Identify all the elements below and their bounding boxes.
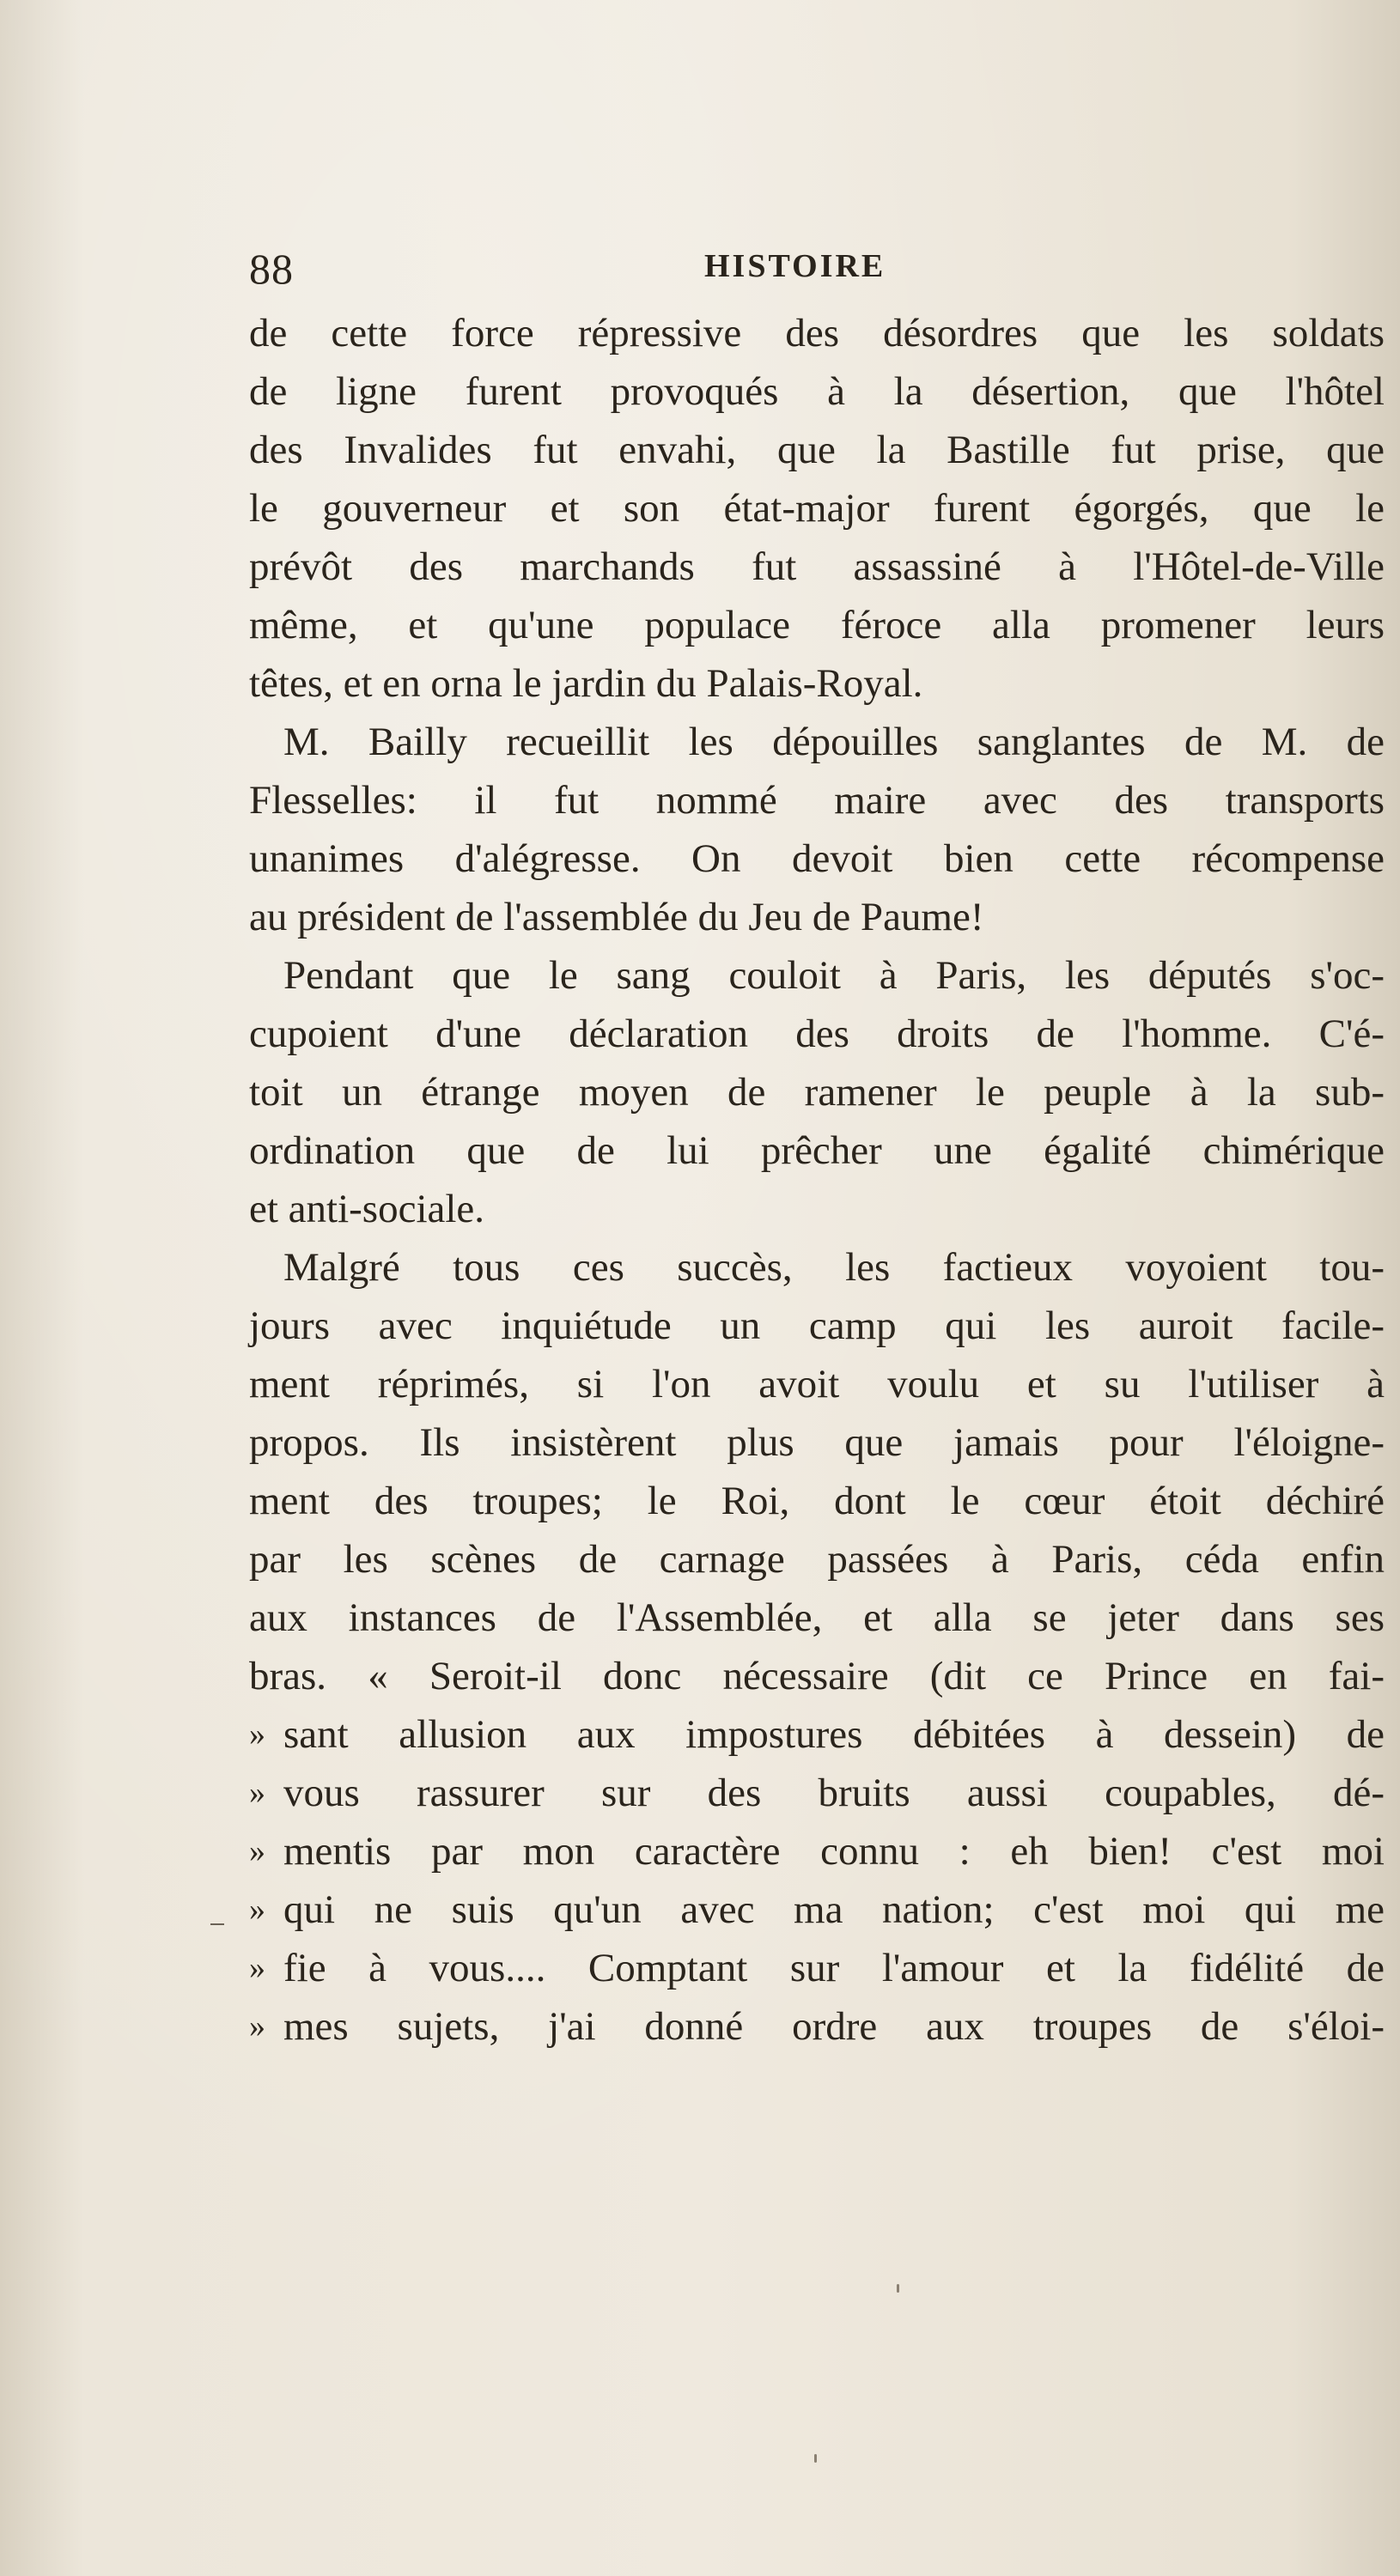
quote-line: [249, 1997, 1385, 2056]
text-line: Pendant que le sang couloit à Paris, les députés s'oc-: [283, 953, 1385, 998]
quote-mark: »: [249, 1892, 265, 1928]
text-line: ment des troupes; le Roi, dont le cœur étoit déchiré: [249, 1479, 1385, 1523]
text-line: jours avec inquiétude un camp qui les auroit facile-: [249, 1303, 1385, 1348]
quote-mark: »: [249, 1775, 265, 1811]
quote-line: [249, 1764, 1385, 1822]
page-number: 88: [249, 245, 294, 293]
text-line: aux instances de l'Assemblée, et alla se jeter dans ses: [249, 1595, 1385, 1640]
text-line: au président de l'assemblée du Jeu de Paume!: [249, 895, 984, 939]
quote-text: mentis par mon caractère connu : eh bien! c'est moi: [283, 1829, 1385, 1874]
quote-mark: »: [249, 1833, 265, 1869]
paragraph-2: [249, 713, 1385, 946]
running-head: [249, 244, 1385, 301]
margin-mark: [210, 1923, 224, 1925]
text-line: bras. « Seroit-il donc nécessaire (dit ce Prince en fai-: [249, 1654, 1385, 1698]
quote-text: mes sujets, j'ai donné ordre aux troupes de s'éloi-: [283, 2004, 1385, 2049]
quotation: [249, 1705, 1385, 2056]
quote-text: vous rassurer sur des bruits aussi coupables, dé-: [283, 1771, 1385, 1815]
quote-line: [249, 1705, 1385, 1764]
text-line: propos. Ils insistèrent plus que jamais pour l'éloigne-: [249, 1420, 1385, 1465]
text-line: Flesselles: il fut nommé maire avec des transports: [249, 778, 1385, 823]
text-line: des Invalides fut envahi, que la Bastille fut prise, que: [249, 428, 1385, 472]
quote-text: fie à vous.... Comptant sur l'amour et la fidélité de: [283, 1946, 1385, 1990]
quote-text: qui ne suis qu'un avec ma nation; c'est moi qui me: [283, 1887, 1385, 1932]
text-line: de ligne furent provoqués à la désertion, que l'hôtel: [249, 369, 1385, 414]
quote-line: [249, 1880, 1385, 1939]
text-line: le gouverneur et son état-major furent égorgés, que le: [249, 486, 1385, 531]
paragraph-1: [249, 304, 1385, 713]
paper-speck: [897, 2284, 899, 2293]
quote-mark: »: [249, 2008, 265, 2044]
text-line: ordination que de lui prêcher une égalité chimérique: [249, 1128, 1385, 1173]
paper-speck: [814, 2454, 817, 2463]
quote-mark: »: [249, 1716, 265, 1753]
text-line: toit un étrange moyen de ramener le peuple à la sub-: [249, 1070, 1385, 1115]
text-line: de cette force répressive des désordres que les soldats: [249, 311, 1385, 355]
quote-text: sant allusion aux impostures débitées à dessein) de: [283, 1712, 1385, 1757]
paragraph-3: [249, 946, 1385, 1238]
text-line: par les scènes de carnage passées à Paris, céda enfin: [249, 1537, 1385, 1582]
quote-line: [249, 1939, 1385, 1997]
quote-mark: »: [249, 1950, 265, 1986]
text-line: cupoient d'une déclaration des droits de l'homme. C'é-: [249, 1012, 1385, 1056]
text-line: ment réprimés, si l'on avoit voulu et su l'utiliser à: [249, 1362, 1385, 1406]
text-line: et anti-sociale.: [249, 1187, 485, 1231]
quote-line: [249, 1822, 1385, 1880]
text-line: prévôt des marchands fut assassiné à l'Hôtel-de-Ville: [249, 544, 1385, 589]
text-block: [249, 244, 1385, 2056]
text-line: M. Bailly recueillit les dépouilles sanglantes de M. de: [283, 720, 1385, 764]
paragraph-4: [249, 1238, 1385, 1705]
text-line: unanimes d'alégresse. On devoit bien cette récompense: [249, 836, 1385, 881]
text-line: même, et qu'une populace féroce alla promener leurs: [249, 603, 1385, 647]
running-title: HISTOIRE: [704, 248, 886, 284]
text-line: têtes, et en orna le jardin du Palais-Royal.: [249, 661, 923, 706]
text-line: Malgré tous ces succès, les factieux voyoient tou-: [283, 1245, 1385, 1290]
